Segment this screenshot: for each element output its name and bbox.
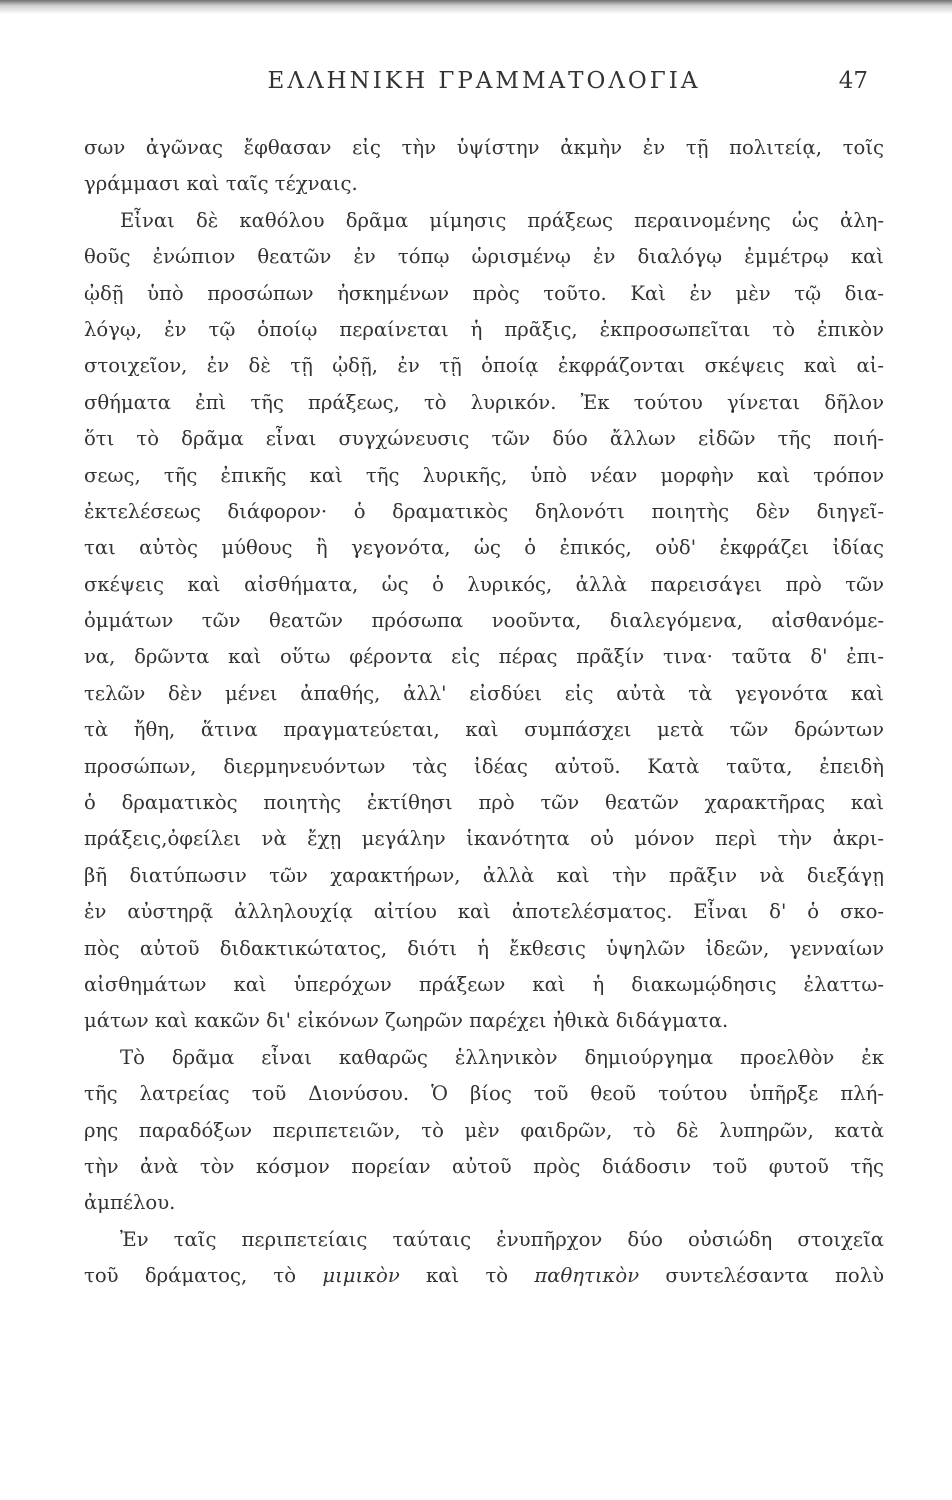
text-line: ὅτι τὸ δρᾶμα εἶναι συγχώνευσις τῶν δύο ἄλλων εἰδῶν τῆς ποιή- [84,427,884,451]
text-line: προσώπων, διερμηνευόντων τὰς ἰδέας αὐτοῦ. Κατὰ ταῦτα, ἐπειδὴ [84,754,884,778]
text-segment: καὶ τὸ [426,1264,509,1288]
italic-term: παθητικὸν [534,1264,640,1288]
page-number: 47 [838,68,868,94]
text-line: πράξεις,ὀφείλει νὰ ἔχῃ μεγάλην ἱκανότητα οὐ μόνον περὶ τὴν ἀκρι- [84,827,884,851]
text-line: αἰσθημάτων καὶ ὑπερόχων πράξεων καὶ ἡ διακωμῴδησις ἐλαττω- [84,972,884,996]
page-header [84,58,884,108]
book-page [84,58,884,1295]
text-line: Ἐν ταῖς περιπετείαις ταύταις ἐνυπῆρχον δύο οὐσιώδη στοιχεῖα [120,1227,884,1251]
text-line: λόγῳ, ἐν τῷ ὁποίῳ περαίνεται ἡ πρᾶξις, ἐκπροσωπεῖται τὸ ἐπικὸν [84,317,884,341]
text-line: ᾠδῇ ὑπὸ προσώπων ἠσκημένων πρὸς τοῦτο. Καὶ ἐν μὲν τῷ δια- [84,281,884,305]
text-line: βῆ διατύπωσιν τῶν χαρακτήρων, ἀλλὰ καὶ τὴν πρᾶξιν νὰ διεξάγῃ [84,863,884,887]
text-line: ται αὐτὸς μύθους ἢ γεγονότα, ὡς ὁ ἐπικός, οὐδ' ἐκφράζει ἰδίας [84,536,884,560]
text-line: σεως, τῆς ἐπικῆς καὶ τῆς λυρικῆς, ὑπὸ νέαν μορφὴν καὶ τρόπον [84,463,884,487]
text-line: τῆς λατρείας τοῦ Διονύσου. Ὁ βίος τοῦ θεοῦ τούτου ὑπῆρξε πλή- [84,1082,884,1106]
text-line-mixed [84,1258,884,1294]
text-line: πὸς αὐτοῦ διδακτικώτατος, διότι ἡ ἔκθεσις ὑψηλῶν ἰδεῶν, γενναίων [84,936,884,960]
page-top-shadow [0,0,952,14]
text-line: ρης παραδόξων περιπετειῶν, τὸ μὲν φαιδρῶν, τὸ δὲ λυπηρῶν, κατὰ [84,1118,884,1142]
text-line: τὰ ἤθη, ἅτινα πραγματεύεται, καὶ συμπάσχει μετὰ τῶν δρώντων [84,718,884,742]
text-line: τελῶν δὲν μένει ἀπαθής, ἀλλ' εἰσδύει εἰς αὐτὰ τὰ γεγονότα καὶ [84,681,884,705]
text-line: ἀμπέλου. [84,1191,176,1215]
text-line: τὴν ἀνὰ τὸν κόσμον πορείαν αὐτοῦ πρὸς διάδοσιν τοῦ φυτοῦ τῆς [84,1154,884,1178]
text-line: ἐκτελέσεως διάφορον· ὁ δραματικὸς δηλονότι ποιητὴς δὲν διηγεῖ- [84,499,884,523]
text-segment: τοῦ δράματος, τὸ [84,1264,297,1288]
text-line: ἐν αὐστηρᾷ ἀλληλουχίᾳ αἰτίου καὶ ἀποτελέσματος. Εἶναι δ' ὁ σκο- [84,900,884,924]
text-line: σθήματα ἐπὶ τῆς πράξεως, τὸ λυρικόν. Ἐκ τούτου γίνεται δῆλον [84,390,884,414]
text-line: ὀμμάτων τῶν θεατῶν πρόσωπα νοοῦντα, διαλεγόμενα, αἰσθανόμε- [84,609,884,633]
text-line: σων ἀγῶνας ἔφθασαν εἰς τὴν ὑψίστην ἀκμὴν ἐν τῇ πολιτείᾳ, τοῖς [84,136,884,159]
text-line: μάτων καὶ κακῶν δι' εἰκόνων ζωηρῶν παρέχει ἠθικὰ διδάγματα. [84,1009,729,1033]
italic-term: μιμικὸν [322,1264,400,1288]
text-line: να, δρῶντα καὶ οὕτω φέροντα εἰς πέρας πρᾶξίν τινα· ταῦτα δ' ἐπι- [84,645,884,669]
text-line: γράμμασι καὶ ταῖς τέχναις. [84,172,358,196]
text-line: σκέψεις καὶ αἰσθήματα, ὡς ὁ λυρικός, ἀλλὰ παρεισάγει πρὸ τῶν [84,572,884,596]
body-text [84,130,884,1295]
text-line: Εἶναι δὲ καθόλου δρᾶμα μίμησις πράξεως περαινομένης ὡς ἀλη- [120,208,884,232]
text-line: θοῦς ἐνώπιον θεατῶν ἐν τόπῳ ὡρισμένῳ ἐν διαλόγῳ ἐμμέτρῳ καὶ [84,245,884,269]
text-segment: συντελέσαντα πολὺ [665,1264,885,1288]
text-line: Τὸ δρᾶμα εἶναι καθαρῶς ἑλληνικὸν δημιούργημα προελθὸν ἐκ [120,1045,884,1069]
running-title: ΕΛΛΗΝΙΚΗ ΓΡΑΜΜΑΤΟΛΟΓΙΑ [267,68,701,94]
text-line: στοιχεῖον, ἐν δὲ τῇ ᾠδῇ, ἐν τῇ ὁποίᾳ ἐκφράζονται σκέψεις καὶ αἰ- [84,354,884,378]
text-line: ὁ δραματικὸς ποιητὴς ἐκτίθησι πρὸ τῶν θεατῶν χαρακτῆρας καὶ [84,791,884,815]
